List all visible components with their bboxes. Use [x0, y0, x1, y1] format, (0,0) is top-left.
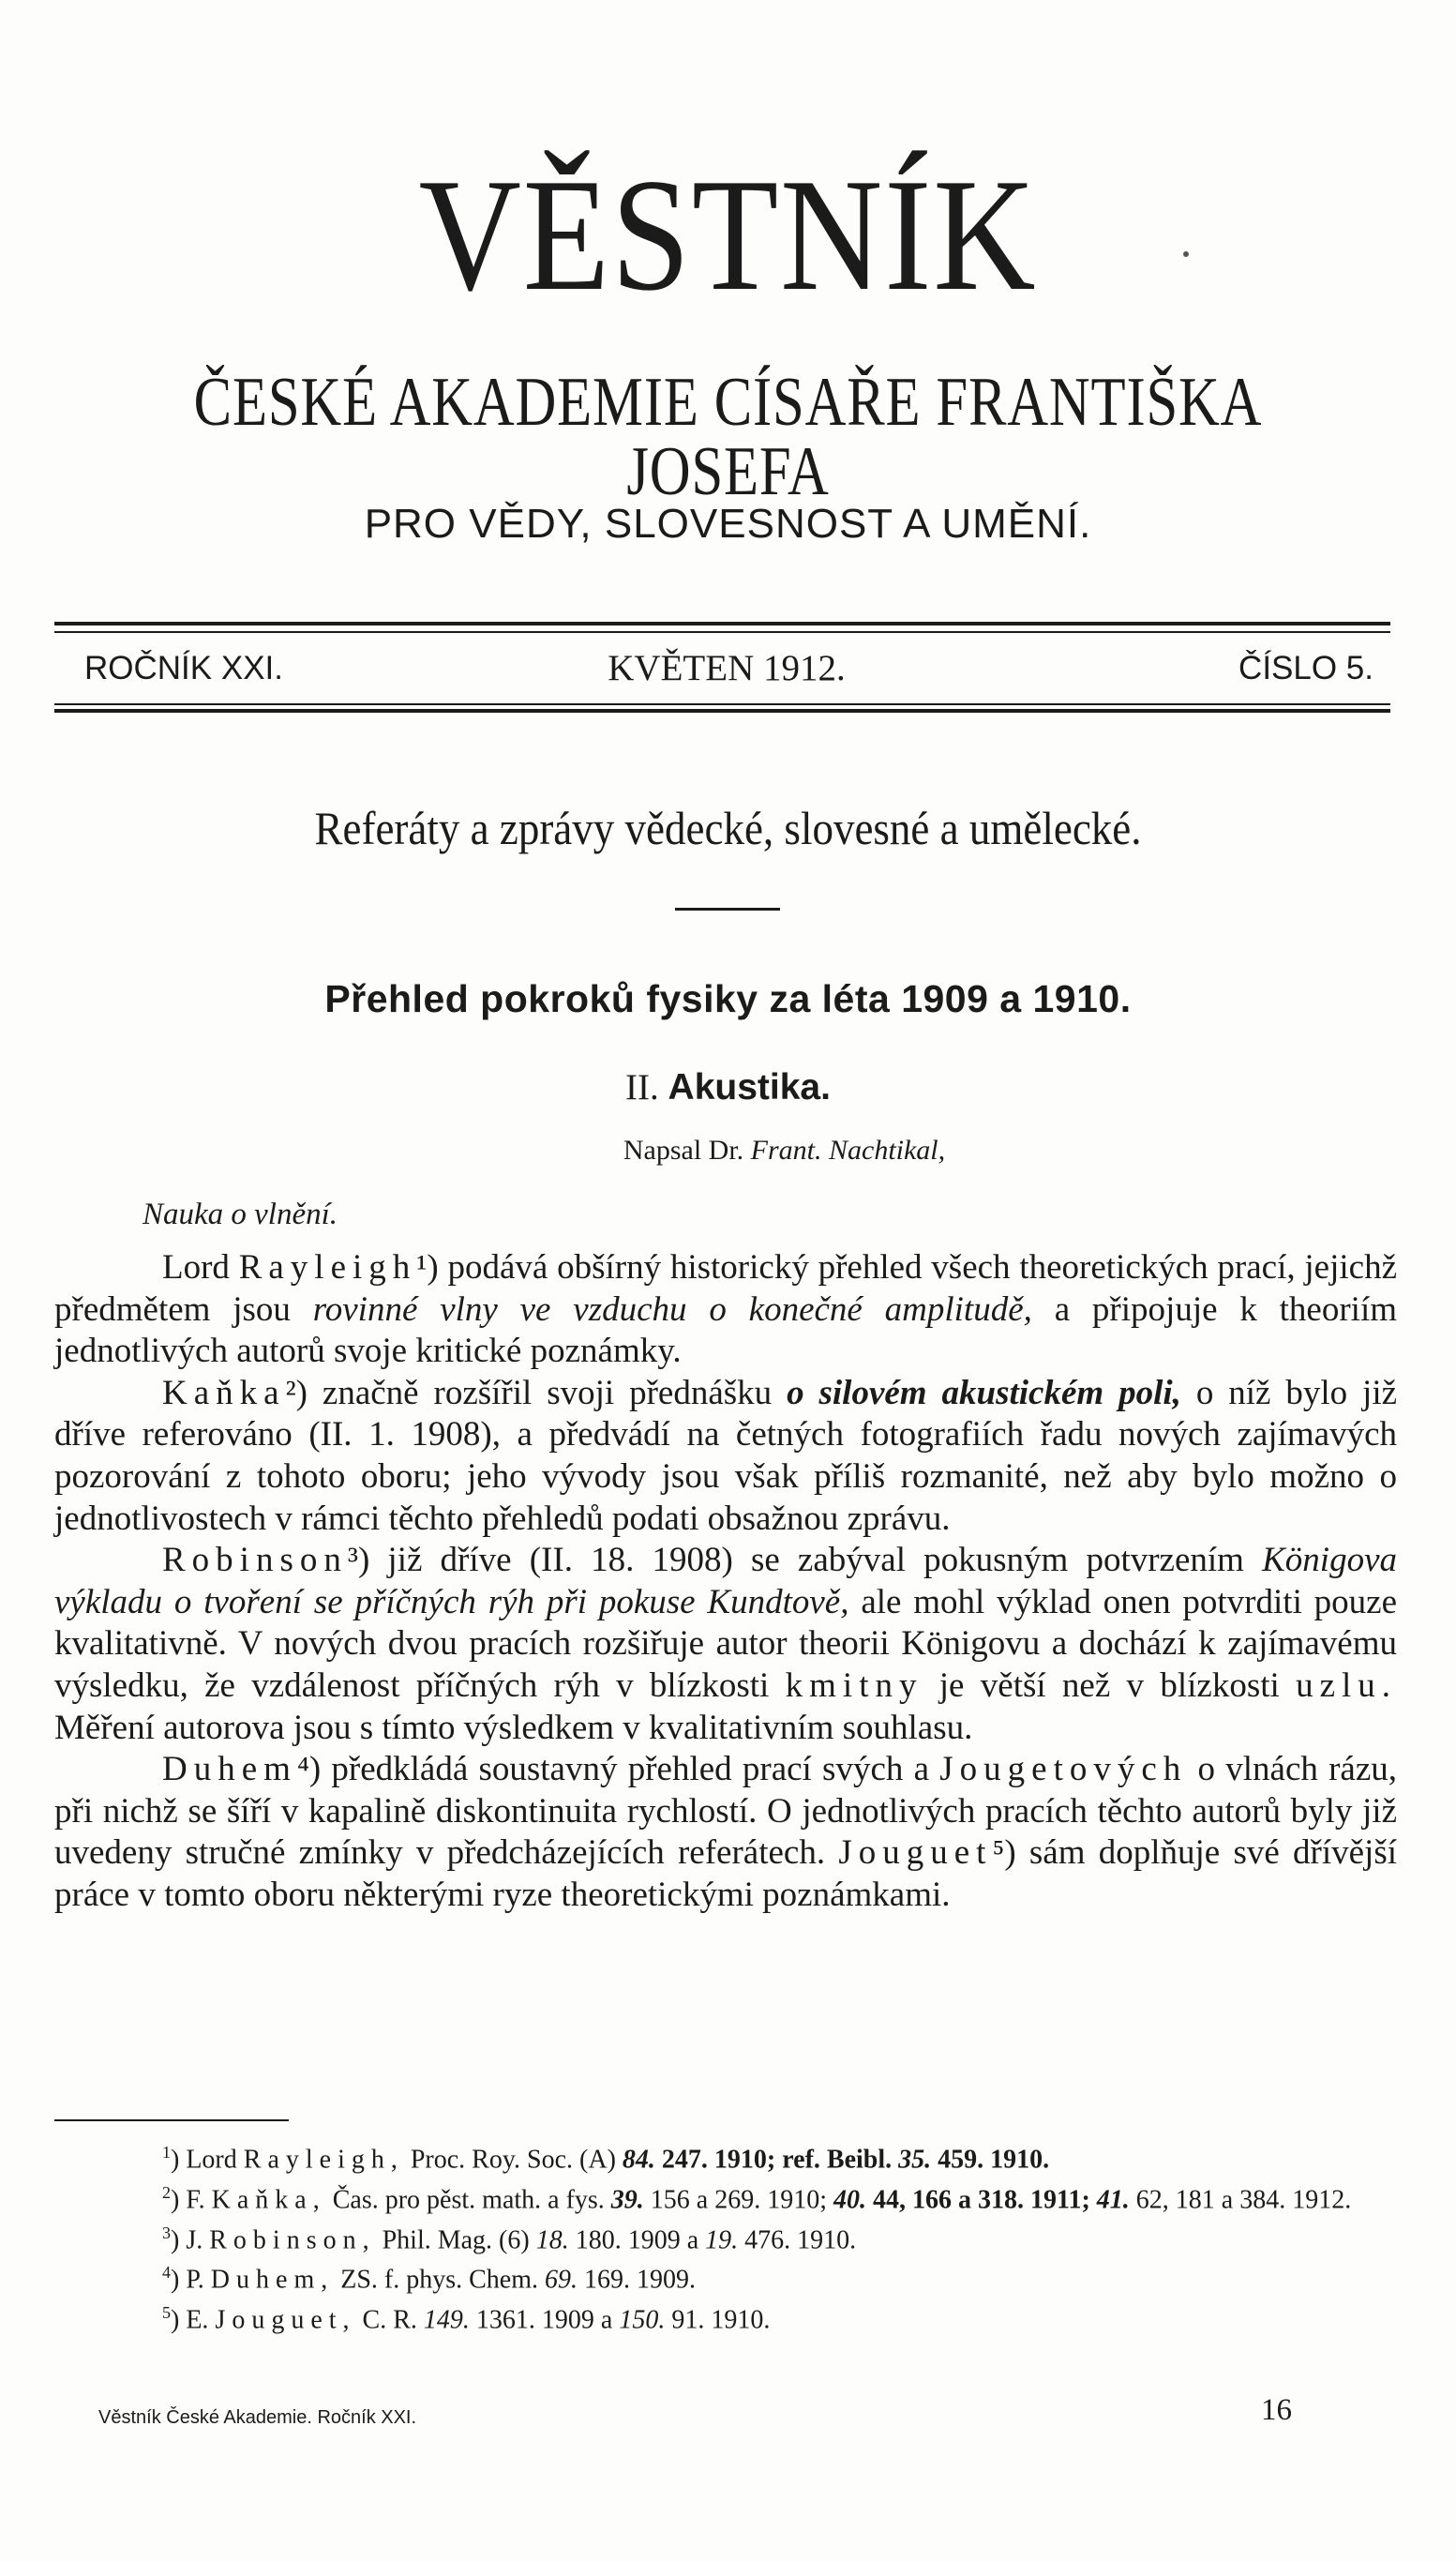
- text-run: 91. 1910.: [671, 2305, 771, 2335]
- author-name: Kaňka: [162, 1373, 286, 1412]
- paragraph-rayleigh: [54, 1247, 1397, 1373]
- text-run: Lord: [162, 1248, 230, 1287]
- masthead-title: VĚSTNÍK: [418, 146, 1038, 324]
- volume-number: 69.: [545, 2265, 578, 2295]
- author-name: Rayleigh,: [243, 2145, 404, 2175]
- text-run: 44, 166 a 318. 1911;: [873, 2185, 1090, 2215]
- issue-date: KVĚTEN 1912.: [608, 648, 846, 688]
- volume-number: 39.: [610, 2185, 644, 2215]
- author-name: Jouguet,: [215, 2305, 356, 2335]
- text-run: o níž bylo již dříve referováno (II. 1. 1908), a předvádí na četných fotografiích řadu nových zajímavých pozorování z tohoto oboru; jeho vývody jsou však příliš rozmanité, než aby bylo možno o jednotlivostech v rámci těchto přehledů podati obsažnou zprávu.: [54, 1373, 1398, 1538]
- text-run: ) Lord: [171, 2145, 237, 2175]
- chapter-heading: [0, 1069, 1456, 1106]
- paragraph-robinson: [54, 1540, 1397, 1749]
- text-run: ²) značně rozšířil svoji přednášku: [285, 1373, 773, 1412]
- section-divider: [675, 908, 780, 911]
- text-run: 1361. 1909 a: [475, 2305, 613, 2335]
- byline: [0, 1135, 1456, 1167]
- text-run: ³) již dříve (II. 18. 1908) se zabýval pokusným potvrzením: [347, 1541, 1244, 1580]
- chapter-title: Akustika.: [668, 1067, 831, 1108]
- footnote-2: [54, 2177, 1397, 2217]
- text-run: ale mohl výklad onen potvrditi pouze kvalitativně. V nových dvou pracích rozšiřuje autor theorii Königovu a dochází k zajímavému výsledku, že vzdálenost příčných rýh v blízkosti: [54, 1582, 1398, 1705]
- author-name: Jouguet: [838, 1833, 993, 1873]
- spaced-term: uzlu.: [1296, 1665, 1398, 1705]
- footnote-marker: 5: [162, 2303, 171, 2323]
- author-name: Jougetových: [939, 1750, 1188, 1789]
- footnote-marker: 2: [162, 2182, 171, 2202]
- emphasis-text: Königova výkladu o tvoření se příčných rýh při pokuse Kundtově,: [54, 1541, 1397, 1621]
- text-run: Měření autorova jsou s tímto výsledkem v kvalitativním souhlasu.: [54, 1708, 973, 1747]
- footnote-3: [54, 2217, 1397, 2257]
- footnote-1: [54, 2136, 1397, 2177]
- text-run: 459. 1910.: [938, 2145, 1050, 2175]
- author-name: Rayleigh: [238, 1248, 417, 1287]
- section-heading: Referáty a zprávy vědecké, slovesné a umělecké.: [314, 802, 1142, 854]
- volume-number: 35.: [898, 2145, 932, 2175]
- text-run: ) F.: [171, 2185, 205, 2215]
- text-run: 247. 1910; ref. Beibl.: [661, 2145, 893, 2175]
- masthead-subtitle: ČESKÉ AKADEMIE CÍSAŘE FRANTIŠKA JOSEFA: [193, 364, 1263, 510]
- volume-number: 19.: [705, 2224, 739, 2254]
- text-run: ⁴) předkládá soustavný přehled prací svých a: [296, 1750, 930, 1789]
- footnote-5: [54, 2297, 1397, 2337]
- text-run: ⁵) sám doplňuje své dřívější práce v tomto oboru některými ryze theoretickými poznámkami.: [54, 1833, 1398, 1914]
- text-run: Proc. Roy. Soc. (A): [410, 2145, 616, 2175]
- text-run: Phil. Mag. (6): [382, 2224, 530, 2254]
- bottom-rule-thick: [54, 709, 1390, 713]
- text-run: ZS. f. phys. Chem.: [340, 2265, 539, 2295]
- subheading: Nauka o vlnění.: [143, 1198, 338, 1231]
- text-run: 476. 1910.: [744, 2224, 857, 2254]
- text-run: 156 a 269. 1910;: [650, 2185, 828, 2215]
- author-name: Kaňka,: [211, 2185, 326, 2215]
- volume-number: 149.: [423, 2305, 470, 2335]
- footnote-marker: 4: [162, 2263, 171, 2283]
- article-title: Přehled pokroků fysiky za léta 1909 a 1910.: [324, 977, 1132, 1020]
- author-name: Robinson: [162, 1541, 348, 1580]
- spaced-term: kmitny: [785, 1665, 923, 1705]
- footnote-4: [54, 2256, 1397, 2297]
- volume-number: 150.: [619, 2305, 666, 2335]
- chapter-number: II.: [625, 1067, 659, 1108]
- emphasis-text: o silovém akustickém poli,: [787, 1373, 1181, 1412]
- issue-number: ČÍSLO 5.: [1238, 650, 1373, 686]
- text-run: a připojuje k theoriím jednotlivých autorů svoje kritické poznámky.: [54, 1289, 1398, 1371]
- running-footer: Věstník České Akademie. Ročník XXI.: [98, 2407, 417, 2428]
- text-run: ¹) podává obšírný historický přehled všech theoretických prací, jejichž předmětem jsou: [54, 1248, 1397, 1329]
- emphasis-text: rovinné vlny ve vzduchu o konečné amplitudě,: [312, 1289, 1032, 1329]
- issue-info-row: [84, 645, 1373, 692]
- author-name: Duhem,: [210, 2265, 335, 2295]
- text-run: C. R.: [362, 2305, 417, 2335]
- volume-number: 84.: [622, 2145, 655, 2175]
- text-run: 169. 1909.: [584, 2265, 697, 2295]
- top-rule-thick: [54, 622, 1390, 625]
- byline-author: Frant. Nachtikal,: [750, 1135, 946, 1166]
- text-run: ) E.: [171, 2305, 209, 2335]
- volume-number: 41.: [1096, 2185, 1130, 2215]
- footnotes: [54, 2136, 1397, 2337]
- text-run: 180. 1909 a: [575, 2224, 699, 2254]
- text-run: Čas. pro pěst. math. a fys.: [332, 2185, 605, 2215]
- paragraph-kanka: [54, 1373, 1397, 1540]
- author-name: Duhem: [162, 1750, 297, 1789]
- text-run: o vlnách rázu, při nichž se šíří v kapalině diskontinuita rychlostí. O jednotlivých pracích těchto autorů byly již uvedeny stručné zmínky v předcházejících referátech.: [54, 1750, 1398, 1873]
- text-run: 62, 181 a 384. 1912.: [1135, 2185, 1352, 2215]
- text-run: je větší než v blízkosti: [938, 1665, 1280, 1705]
- author-name: Robinson,: [209, 2224, 376, 2254]
- footnote-rule: [54, 2119, 289, 2121]
- volume-label: ROČNÍK XXI.: [84, 650, 283, 686]
- volume-number: 18.: [535, 2224, 569, 2254]
- bottom-rule-thin: [54, 703, 1390, 705]
- footnote-marker: 3: [162, 2223, 171, 2242]
- paragraph-duhem: [54, 1749, 1397, 1916]
- text-run: ) P.: [171, 2265, 204, 2295]
- byline-prefix: Napsal Dr.: [623, 1135, 744, 1166]
- top-rule-thin: [54, 631, 1390, 633]
- article-body: [54, 1247, 1397, 1917]
- text-run: ) J.: [171, 2224, 203, 2254]
- page-number: 16: [1261, 2393, 1292, 2427]
- footnote-marker: 1: [162, 2143, 171, 2162]
- volume-number: 40.: [833, 2185, 867, 2215]
- masthead-subtitle-2: PRO VĚDY, SLOVESNOST A UMĚNÍ.: [364, 501, 1092, 547]
